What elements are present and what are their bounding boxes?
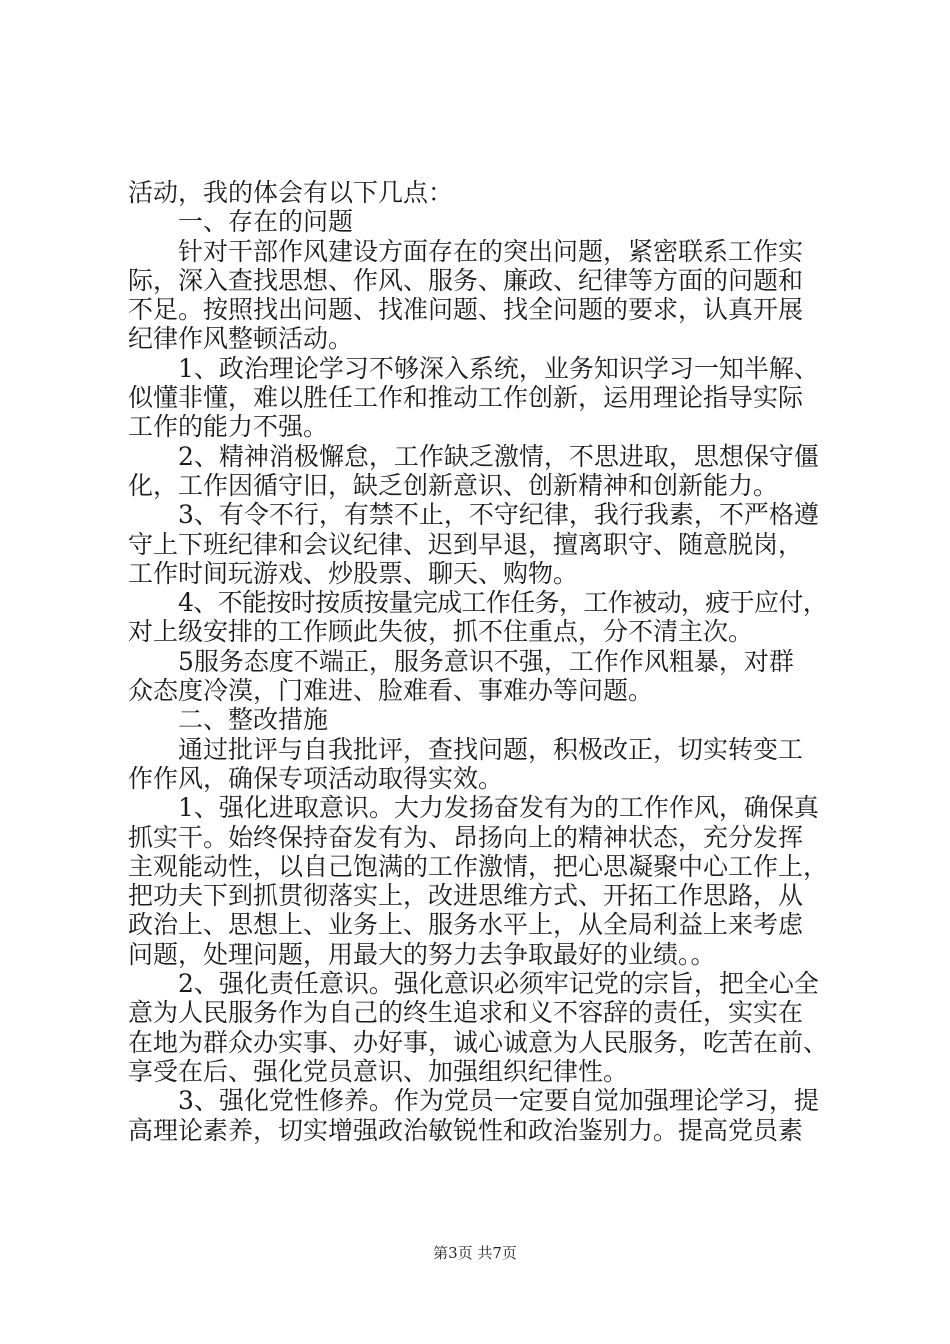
text-line: 3、有令不行，有禁不止，不守纪律，我行我素，不严格遵 [178, 500, 819, 530]
text-line: 二、整改措施 [178, 705, 329, 735]
text-line: 工作的能力不强。 [128, 412, 329, 442]
text-line: 纪律作风整顿活动。 [128, 324, 354, 354]
page-footer: 第3页 共7页 [433, 1244, 517, 1262]
text-line: 享受在后、强化党员意识、加强组织纪律性。 [128, 1056, 629, 1086]
text-line: 活动，我的体会有以下几点： [128, 178, 454, 207]
text-line: 通过批评与自我批评，查找问题，积极改正，切实转变工 [178, 734, 804, 764]
text-line: 对上级安排的工作顾此失彼，抓不住重点，分不清主次。 [128, 617, 754, 647]
text-line: 工作时间玩游戏、炒股票、聊天、购物。 [128, 558, 579, 588]
text-line: 在地为群众办实事、办好事，诚心诚意为人民服务，吃苦在前、 [128, 1027, 829, 1057]
text-line: 一、存在的问题 [178, 207, 354, 237]
text-line: 似懂非懂，难以胜任工作和推动工作创新，运用理论指导实际 [128, 383, 804, 413]
text-line: 问题，处理问题，用最大的努力去争取最好的业绩。。 [128, 939, 716, 969]
text-line: 作作风，确保专项活动取得实效。 [128, 763, 504, 793]
text-line: 主观能动性，以自己饱满的工作激情，把心思凝聚中心工作上， [128, 851, 829, 881]
text-line: 2、强化责任意识。强化意识必须牢记党的宗旨，把全心全 [178, 969, 819, 999]
text-line: 5服务态度不端正，服务意识不强，工作作风粗暴，对群 [178, 646, 794, 676]
text-line: 针对干部作风建设方面存在的突出问题，紧密联系工作实 [178, 236, 804, 266]
text-line: 众态度冷漠，门难进、脸难看、事难办等问题。 [128, 676, 654, 706]
text-line: 高理论素养，切实增强政治敏锐性和政治鉴别力。提高党员素 [128, 1115, 804, 1145]
text-line: 4、不能按时按质按量完成工作任务，工作被动，疲于应付， [178, 588, 828, 618]
text-line: 政治上、思想上、业务上、服务水平上，从全局利益上来考虑 [128, 910, 804, 940]
text-line: 1、政治理论学习不够深入系统，业务知识学习一知半解、 [178, 353, 819, 383]
document-body [128, 178, 828, 1145]
text-line: 把功夫下到抓贯彻落实上，改进思维方式、开拓工作思路，从 [128, 881, 804, 911]
text-line: 化，工作因循守旧，缺乏创新意识、创新精神和创新能力。 [128, 470, 779, 500]
text-line: 不足。按照找出问题、找准问题、找全问题的要求，认真开展 [128, 295, 804, 325]
text-line: 抓实干。始终保持奋发有为、昂扬向上的精神状态，充分发挥 [128, 822, 804, 852]
text-line: 2、精神消极懈怠，工作缺乏激情，不思进取，思想保守僵 [178, 441, 819, 471]
text-line: 3、强化党性修养。作为党员一定要自觉加强理论学习，提 [178, 1086, 819, 1116]
text-line: 际，深入查找思想、作风、服务、廉政、纪律等方面的问题和 [128, 265, 804, 295]
text-line: 意为人民服务作为自己的终生追求和义不容辞的责任，实实在 [128, 998, 804, 1028]
text-line: 守上下班纪律和会议纪律、迟到早退，擅离职守、随意脱岗， [128, 529, 804, 559]
text-line: 1、强化进取意识。大力发扬奋发有为的工作作风，确保真 [178, 793, 819, 823]
